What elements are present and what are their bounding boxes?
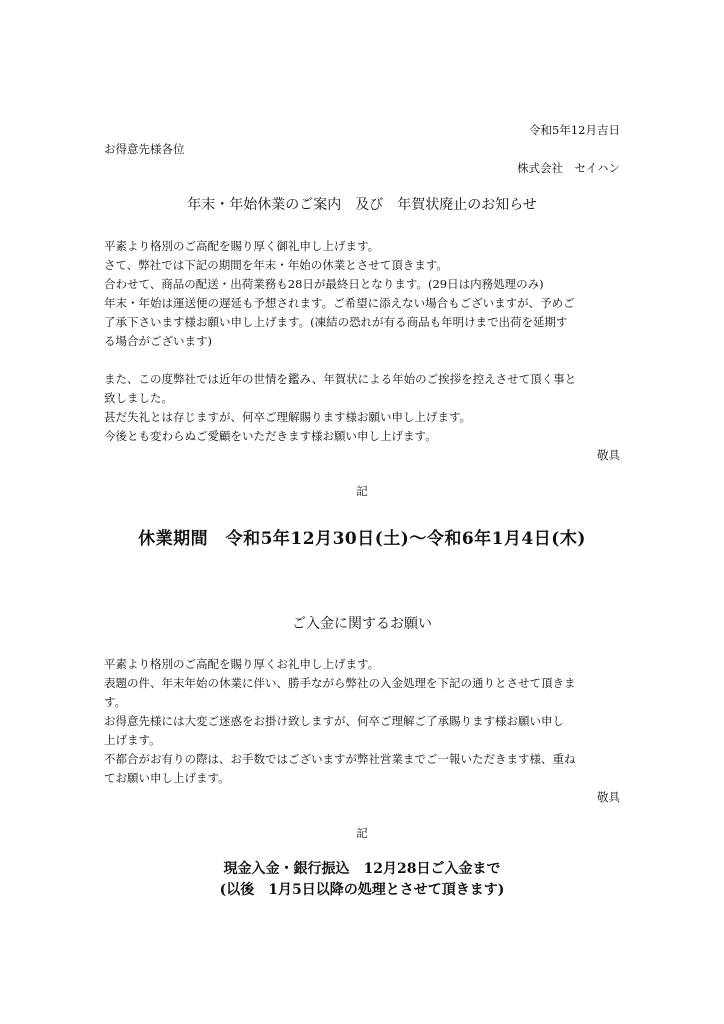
notice-body-line: 甚だ失礼とは存じますが、何卒ご理解賜ります様お願い申し上げます。 [104,410,472,424]
payment-body-line: お得意先様には大変ご迷惑をお掛け致しますが、何卒ご理解ご了承賜ります様お願い申し [104,714,564,728]
payment-body-line: す。 [104,695,127,709]
notice-body-line: る場合がございます) [104,334,212,348]
payment-notice-title: ご入金に関するお願い [292,616,432,632]
closing-keigu: 敬具 [597,448,620,462]
sender: 株式会社 セイハン [517,161,620,175]
payment-body-line: てお願い申し上げます。 [104,771,230,785]
notice-body-line: また、この度弊社では近年の世情を鑑み、年賀状による年始のご挨拶を控えさせて頂く事と [104,372,577,386]
payment-deadline-note: (以後 1月5日以降の処理とさせて頂きます) [219,882,505,898]
closing-keigu: 敬具 [597,790,620,804]
payment-body-line: 不都合がお有りの際は、お手数ではございますが弊社営業までご一報いただきます様、重ね [104,752,576,766]
notice-body-line: 了承下さいます様お願い申し上げます。(凍結の恐れが有る商品も年明けまで出荷を延期す [104,315,568,329]
issue-date: 令和5年12月吉日 [529,123,620,137]
payment-deadline: 現金入金・銀行振込 12月28日ご入金まで [223,861,501,877]
ki-marker: 記 [356,484,368,498]
notice-body-line: 致しました。 [104,391,173,405]
recipient: お得意先様各位 [104,142,185,156]
notice-title: 年末・年始休業のご案内 及び 年賀状廃止のお知らせ [187,197,537,213]
notice-body-line: 合わせて、商品の配送・出荷業務も28日が最終日となります。(29日は内務処理のみ) [104,277,544,291]
payment-body-line: 上げます。 [104,733,161,747]
notice-body-line: 今後とも変わらぬご愛顧をいただきます様お願い申し上げます。 [104,429,437,443]
payment-body-line: 表題の件、年末年始の休業に伴い、勝手ながら弊社の入金処理を下記の通りとさせて頂きま [104,676,576,690]
notice-body-line: 平素より格別のご高配を賜り厚く御礼申し上げます。 [104,239,380,253]
ki-marker: 記 [356,826,368,840]
notice-body-line: さて、弊社では下記の期間を年末・年始の休業とさせて頂きます。 [104,258,448,272]
payment-body-line: 平素より格別のご高配を賜り厚くお礼申し上げます。 [104,657,380,671]
holiday-period: 休業期間 令和5年12月30日(土)〜令和6年1月4日(木) [138,529,586,549]
notice-body-line: 年末・年始は運送便の遅延も予想されます。ご希望に添えない場合もございますが、予めご [104,296,575,310]
